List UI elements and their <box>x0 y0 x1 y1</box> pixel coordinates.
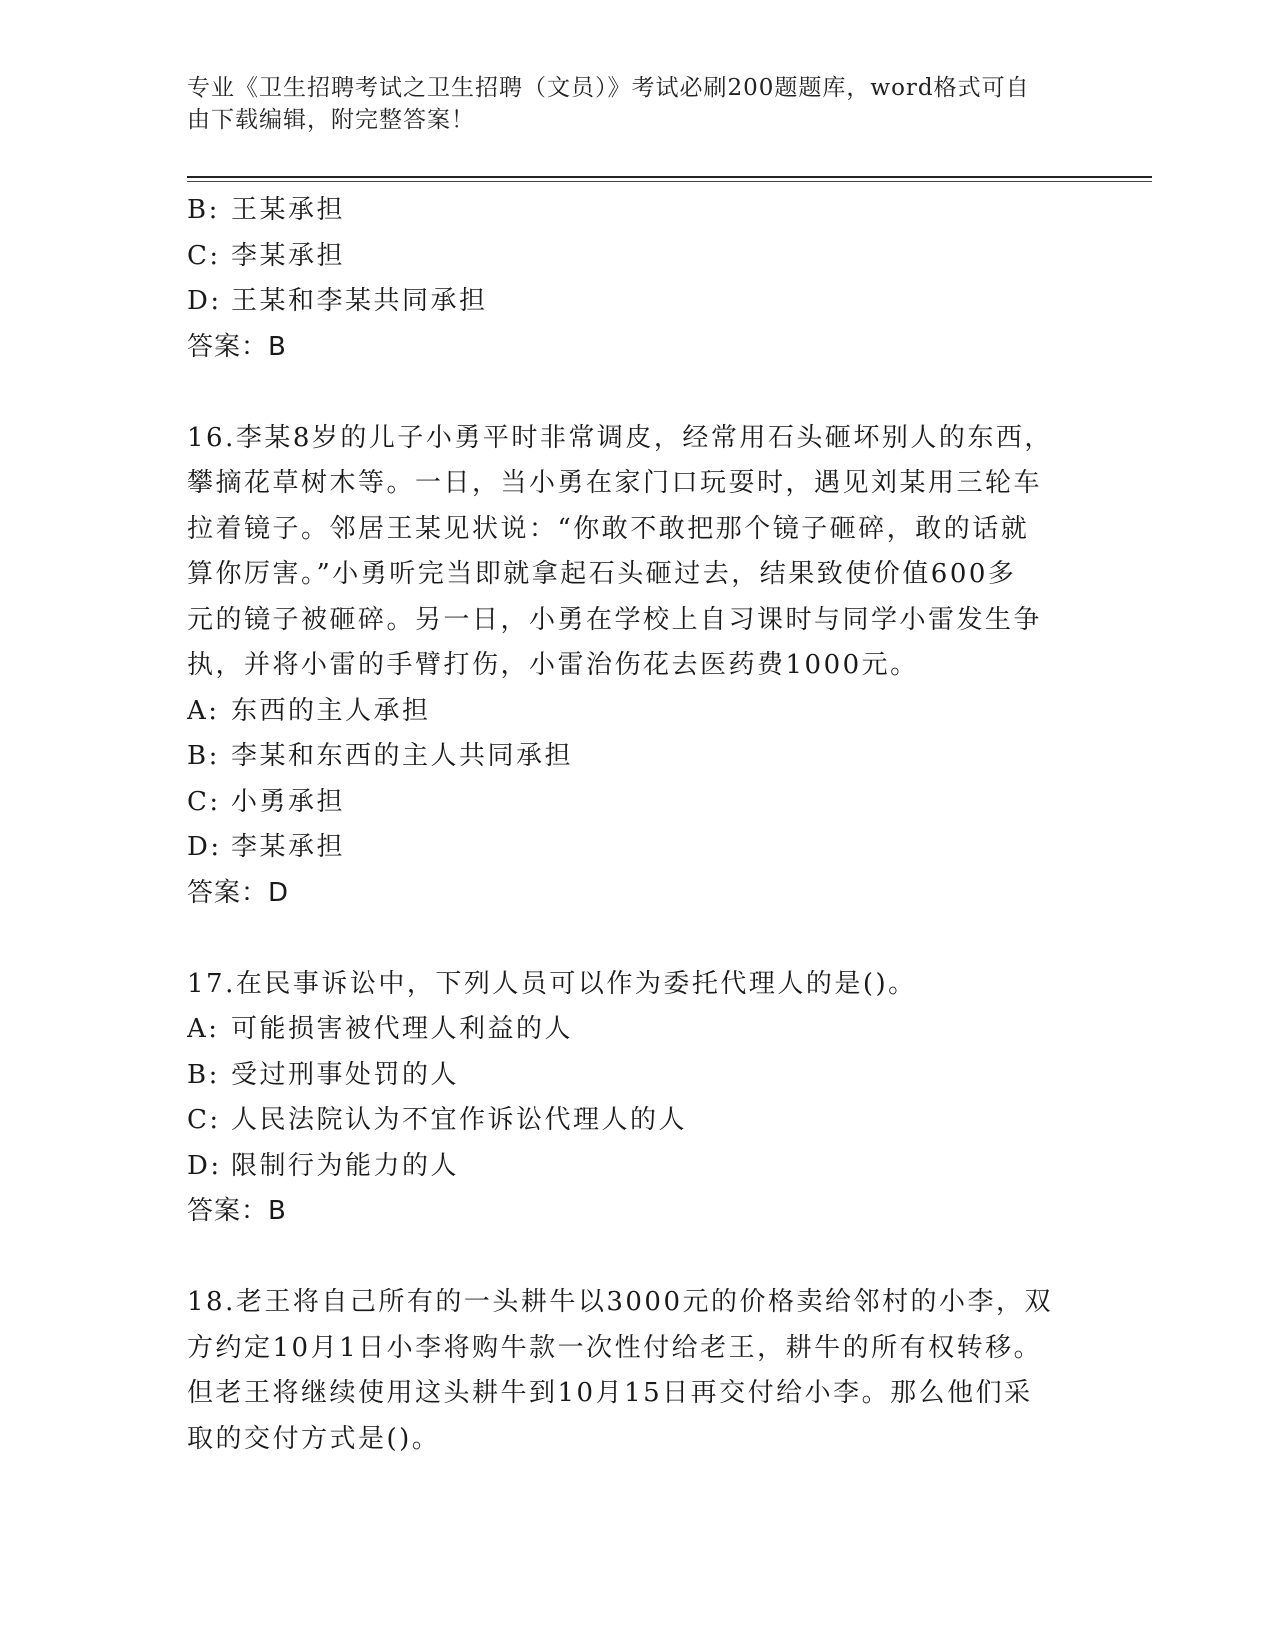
option-b <box>187 734 1067 780</box>
option-a <box>187 1007 1067 1053</box>
option-text: 可能损害被代理人利益的人 <box>231 1014 574 1044</box>
option-b <box>187 188 1067 234</box>
spacer <box>187 370 1067 416</box>
question-text-line: 但老王将继续使用这头耕牛到10月15日再交付给小李。那么他们采 <box>187 1378 1033 1408</box>
question-text-line: 取的交付方式是()。 <box>187 1423 441 1454</box>
question-text-line: 方约定10月1日小李将购牛款一次性付给老王，耕牛的所有权转移。 <box>187 1332 1043 1363</box>
answer-line: 答案：B <box>187 331 287 362</box>
option-label: A: <box>187 1014 220 1044</box>
question-text-line: 元的镜子被砸碎。另一日，小勇在学校上自习课时与同学小雷发生争 <box>187 604 1043 635</box>
option-text: 人民法院认为不宜作诉讼代理人的人 <box>231 1105 688 1135</box>
question-17 <box>187 962 1067 1235</box>
option-c <box>187 1098 1067 1144</box>
option-label: C: <box>187 240 221 271</box>
option-text: 李某承担 <box>231 240 346 271</box>
option-d <box>187 1144 1067 1190</box>
option-c <box>187 780 1067 826</box>
question-text-line: 执，并将小雷的手臂打伤，小雷治伤花去医药费1000元。 <box>187 650 919 680</box>
page-header <box>187 72 1067 136</box>
header-line-2: 由下载编辑，附完整答案！ <box>187 107 475 133</box>
option-text: 小勇承担 <box>231 786 346 817</box>
option-text: 限制行为能力的人 <box>231 1150 460 1181</box>
option-label: C: <box>187 786 221 817</box>
option-b <box>187 1053 1067 1099</box>
option-label: C: <box>187 1105 221 1135</box>
question-text-line: 攀摘花草树木等。一日，当小勇在家门口玩耍时，遇见刘某用三轮车 <box>187 468 1043 498</box>
question-15 <box>187 188 1067 370</box>
question-18 <box>187 1280 1067 1462</box>
answer-line: 答案：B <box>187 1196 287 1226</box>
document-body <box>187 188 1067 1462</box>
option-label: D: <box>187 832 222 862</box>
option-text: 李某和东西的主人共同承担 <box>231 741 574 771</box>
header-divider-thin <box>187 181 1152 182</box>
question-text-line: 算你厉害。”小勇听完当即就拿起石头砸过去，结果致使价值600多 <box>187 559 1017 589</box>
option-label: B: <box>187 1059 220 1090</box>
question-text-line: 17.在民事诉讼中，下列人员可以作为委托代理人的是()。 <box>187 968 917 999</box>
option-text: 王某承担 <box>231 195 346 225</box>
question-text-line: 拉着镜子。邻居王某见状说：“你敢不敢把那个镜子砸碎，敢的话就 <box>187 513 1030 544</box>
option-text: 受过刑事处罚的人 <box>231 1059 460 1090</box>
option-c <box>187 234 1067 280</box>
header-divider-thick <box>187 176 1152 178</box>
spacer <box>187 916 1067 962</box>
answer-line: 答案：D <box>187 877 290 908</box>
question-text-line: 18.老王将自己所有的一头耕牛以3000元的价格卖给邻村的小李，双 <box>187 1287 1054 1317</box>
header-line-1: 专业《卫生招聘考试之卫生招聘（文员）》考试必刷200题题库，word格式可自 <box>187 75 1030 101</box>
option-label: D: <box>187 286 222 316</box>
option-label: D: <box>187 1150 222 1181</box>
question-text-line: 16.李某8岁的儿子小勇平时非常调皮，经常用石头砸坏别人的东西， <box>187 422 1053 453</box>
option-label: A: <box>187 695 220 726</box>
option-text: 东西的主人承担 <box>231 695 431 726</box>
option-d <box>187 279 1067 325</box>
option-label: B: <box>187 741 220 771</box>
option-d <box>187 825 1067 871</box>
question-16 <box>187 416 1067 917</box>
option-text: 李某承担 <box>231 832 346 862</box>
option-text: 王某和李某共同承担 <box>231 286 488 316</box>
option-a <box>187 689 1067 735</box>
spacer <box>187 1235 1067 1281</box>
option-label: B: <box>187 195 220 225</box>
